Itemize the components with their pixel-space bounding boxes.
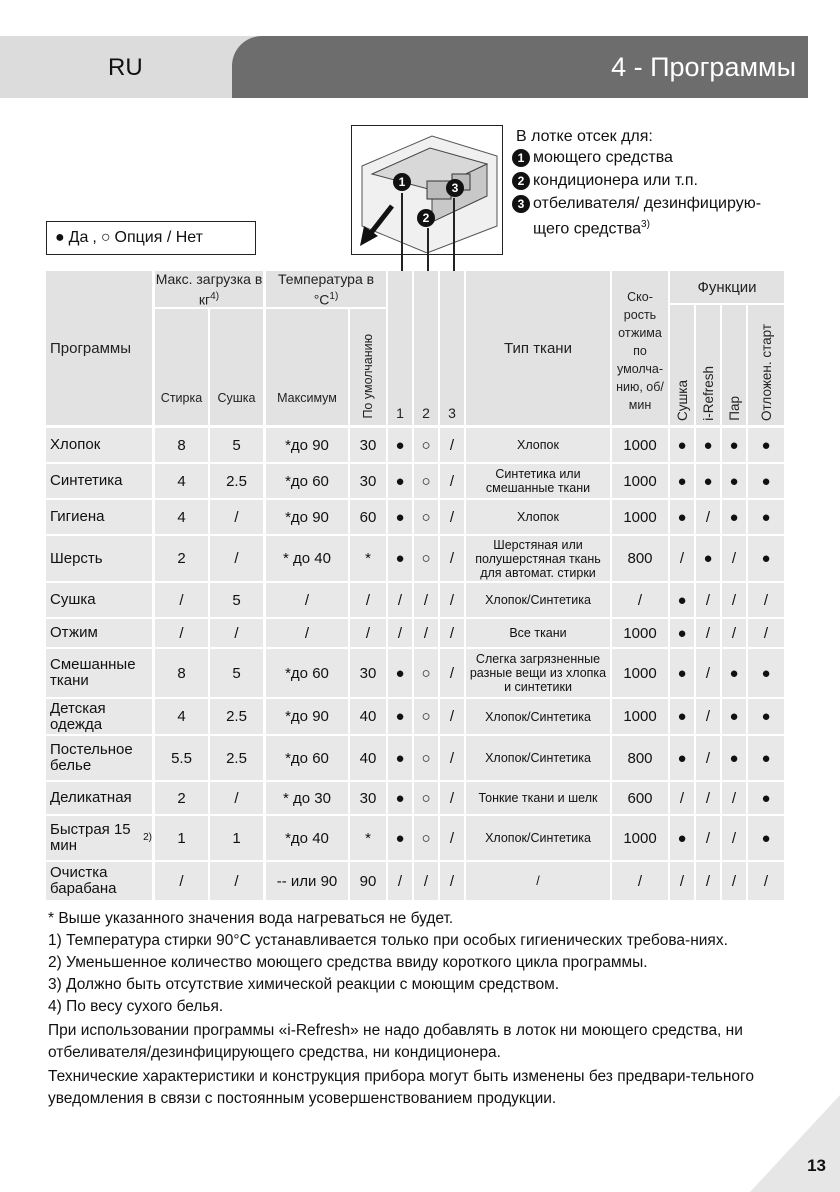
table-row [46,782,784,814]
cell-c2: ○ [421,708,431,725]
note-disclaimer: Технические характеристики и конструкция прибора могут быть изменены без предвари-тельного уведомления в связи с постоянным усовершенствованием продукции. [48,1068,754,1107]
cell-wash: 5.5 [171,749,192,767]
number-1-icon: 1 [512,149,530,167]
number-2-icon: 2 [512,172,530,190]
table-row [46,816,784,860]
header-temp-default [350,309,386,425]
cell-max: * до 40 [283,550,331,567]
cell-max: *до 40 [285,829,329,847]
cell-dry: 2.5 [226,472,247,490]
cell-c3: / [449,664,455,682]
cell-f2: / [705,508,711,526]
svg-text:2: 2 [422,211,430,225]
table-row [46,500,784,534]
cell-dry: 5 [232,591,241,609]
table-row [46,736,784,780]
program-name: Гигиена [50,508,105,525]
page-corner [750,1095,840,1192]
footnotes [48,908,788,1110]
cell-f4: ● [761,664,771,682]
cell-f4: ● [761,829,771,847]
cell-fabric: / [536,874,540,888]
program-name: Шерсть [50,549,103,567]
cell-c2: ○ [421,550,431,567]
cell-def: 40 [359,708,377,725]
cell-f4: ● [761,508,771,526]
header-compartment-c1: 1 [388,271,412,425]
yes-symbol: ● [55,229,65,246]
cell-f1: ● [677,624,687,642]
header-temperature [266,271,386,307]
header-function-delay [748,305,784,425]
cell-def: 40 [359,749,377,767]
table-row [46,464,784,498]
cell-def: * [365,829,371,847]
cell-name [46,699,152,734]
cell-c1: ● [395,436,405,454]
cell-f2: ● [703,472,713,490]
cell-max: -- или 90 [276,872,338,890]
cell-spin: 1000 [623,624,657,642]
cell-c1: ● [395,664,405,682]
cell-spin: 1000 [623,708,657,725]
cell-fabric: Синтетика или смешанные ткани [485,467,591,495]
cell-c2: ○ [421,436,431,454]
header-dry: Сушка [210,309,263,425]
svg-text:1: 1 [398,175,406,189]
cell-fabric: Все ткани [509,626,567,640]
cell-f1: / [679,550,685,567]
cell-max: *до 90 [285,508,329,526]
dispenser-item-text: отбеливателя/ дезинфицирую-щего средства [533,195,762,238]
cell-name [46,500,152,534]
cell-c1: ● [395,550,405,567]
program-name: Синтетика [50,472,123,489]
cell-f1: / [679,789,685,807]
cell-f4: ● [761,550,771,567]
cell-max: *до 60 [285,749,329,767]
cell-f4: ● [761,436,771,454]
cell-dry: / [234,872,239,890]
cell-name [46,619,152,647]
cell-wash: 2 [177,789,186,807]
note-asterisk: * Выше указанного значения вода нагреваться не будет. [48,910,454,927]
cell-fabric: Хлопок/Синтетика [485,593,591,607]
cell-f2: / [705,829,711,847]
cell-fabric: Хлопок [517,510,559,524]
table-row [46,649,784,697]
program-name: Отжим [50,624,98,641]
cell-f1: ● [677,708,687,725]
cell-wash: / [179,591,184,609]
cell-def: / [365,624,371,642]
legend-box [46,221,256,255]
cell-wash: 8 [177,436,186,454]
table-row [46,862,784,900]
cell-c2: ○ [421,749,431,767]
cell-c3: / [449,789,455,807]
program-name: Постельное белье [50,741,133,774]
header-functions: Функции [670,271,784,303]
cell-dry: / [234,508,239,526]
svg-text:3: 3 [451,181,459,195]
cell-c3: / [449,829,455,847]
cell-spin: 600 [627,789,653,807]
cell-wash: 4 [177,472,186,490]
cell-c3: / [449,436,455,454]
cell-f2: ● [703,550,713,567]
cell-f1: ● [677,829,687,847]
cell-name [46,536,152,581]
program-name: Деликатная [50,789,132,806]
header-max-load [155,271,263,307]
cell-wash: 8 [177,664,186,682]
header-compartment-c2: 2 [414,271,438,425]
table-row [46,619,784,647]
cell-dry: 1 [232,829,241,847]
footnote-ref: 4) [210,291,220,302]
table-row [46,583,784,617]
note-1: 1) Температура стирки 90°С устанавливается только при особых гигиенических требова-ниях. [48,932,728,949]
cell-wash: 4 [177,708,186,725]
program-name: Сушка [50,591,96,608]
cell-f2: / [705,749,711,767]
cell-f4: / [763,872,769,890]
page-title: 4 - Программы [611,52,796,82]
footnote-ref: 3) [641,219,650,230]
cell-f2: / [705,624,711,642]
cell-f1: ● [677,664,687,682]
cell-spin: 1000 [623,664,657,682]
cell-f2: ● [703,436,713,454]
cell-f2: / [705,872,711,890]
cell-wash: 2 [177,550,186,567]
cell-f1: ● [677,749,687,767]
legend-separator: , [92,229,97,246]
header-program: Программы [46,271,152,425]
page-number: 13 [807,1156,826,1175]
cell-name [46,782,152,814]
table-row [46,536,784,581]
footnote-ref: 1) [329,291,339,302]
cell-f1: ● [677,508,687,526]
cell-fabric: Хлопок/Синтетика [485,709,591,724]
option-symbol: ○ [100,229,111,246]
dispenser-description [512,126,796,239]
cell-spin: 1000 [623,472,657,490]
table-row [46,428,784,462]
cell-max: *до 60 [285,472,329,490]
cell-f3: ● [729,708,739,725]
cell-c1: ● [395,472,405,490]
cell-f1: ● [677,591,687,609]
cell-c1: ● [395,789,405,807]
header-temperature-label: Температура в °С [277,271,375,308]
cell-f3: ● [729,664,739,682]
language-code: RU [108,54,143,81]
cell-f3: ● [729,472,739,490]
cell-c3: / [449,550,455,567]
cell-c3: / [449,749,455,767]
option-label: Опция / Нет [114,229,203,246]
program-name: Быстрая 15 мин [50,821,131,854]
cell-f2: / [705,591,711,609]
cell-max: / [304,624,310,642]
cell-name [46,583,152,617]
cell-c1: / [397,591,403,609]
dispenser-item-3 [512,193,796,239]
cell-max: *до 60 [285,664,329,682]
cell-fabric: Тонкие ткани и шелк [478,791,598,805]
cell-wash: / [179,624,184,642]
cell-f3: / [731,624,737,642]
cell-def: / [365,591,371,609]
cell-dry: 2.5 [226,708,247,725]
cell-def: 30 [359,436,377,454]
cell-spin: / [637,872,643,890]
cell-c2: ○ [421,829,431,847]
header-fabric: Тип ткани [466,271,610,425]
cell-def: 90 [359,872,377,890]
cell-f1: ● [677,436,687,454]
cell-def: 60 [359,508,377,526]
cell-spin: / [637,591,643,609]
cell-c3: / [449,591,455,609]
cell-f3: ● [729,749,739,767]
dispenser-item-text: кондиционера или т.п. [533,172,698,189]
cell-f1: / [679,872,685,890]
dispenser-item-2 [512,170,796,191]
header-function-dry [670,305,694,425]
program-name: Хлопок [50,436,101,453]
cell-c2: / [423,624,429,642]
cell-f4: ● [761,708,771,725]
cell-max: / [304,591,310,609]
cell-f1: ● [677,472,687,490]
cell-wash: / [179,872,184,890]
cell-c1: ● [395,829,405,847]
cell-name [46,816,152,860]
program-name: Очистка барабана [50,864,117,897]
cell-c1: ● [395,508,405,526]
header-function-label: Сушка [674,379,690,421]
cell-c2: / [423,591,429,609]
program-name: Детская одежда [50,699,106,733]
cell-dry: / [234,624,239,642]
dispenser-item-text: моющего средства [533,149,673,166]
cell-c3: / [449,708,455,725]
header-spin: Ско-рость отжима по умолча-нию, об/мин [612,271,668,425]
cell-def: 30 [359,472,377,490]
cell-f2: / [705,708,711,725]
cell-name [46,649,152,697]
note-4: 4) По весу сухого белья. [48,998,224,1015]
cell-dry: 2.5 [226,749,247,767]
cell-f3: ● [729,436,739,454]
cell-f3: / [731,550,737,567]
cell-c2: ○ [421,472,431,490]
cell-fabric: Слегка загрязненные разные вещи из хлопка и синтетики [469,652,607,694]
cell-f4: ● [761,789,771,807]
cell-c1: ● [395,749,405,767]
cell-f4: / [763,591,769,609]
cell-name [46,428,152,462]
cell-c2: ○ [421,508,431,526]
cell-f2: / [705,789,711,807]
header-temp-max: Максимум [266,309,348,425]
header-wash: Стирка [155,309,208,425]
cell-c1: / [397,872,403,890]
cell-fabric: Шерстяная или полушерстяная ткань для автомат. стирки [475,537,601,580]
number-3-icon: 3 [512,195,530,213]
cell-f3: / [731,829,737,847]
header-compartment-c3: 3 [440,271,464,425]
header-temp-default-label: По умолчанию [361,334,375,419]
cell-spin: 800 [627,550,653,567]
footnote-ref: 2) [143,832,152,843]
cell-wash: 1 [177,829,186,847]
cell-f2: / [705,664,711,682]
cell-max: * до 30 [283,789,331,807]
cell-max: *до 90 [285,708,329,725]
dispenser-item-1 [512,147,796,168]
cell-c3: / [449,472,455,490]
cell-fabric: Хлопок [517,438,559,452]
cell-dry: 5 [232,664,241,682]
cell-f3: / [731,789,737,807]
cell-def: 30 [359,664,377,682]
cell-def: 30 [359,789,377,807]
cell-def: * [365,550,371,567]
cell-c3: / [449,508,455,526]
note-refresh: При использовании программы «i-Refresh» не надо добавлять в лоток ни моющего средства, ни отбеливателя/дезинфицирующего средства, ни кондиционера. [48,1022,743,1061]
cell-name [46,464,152,498]
cell-fabric: Хлопок/Синтетика [485,751,591,765]
cell-spin: 1000 [623,436,657,454]
cell-c1: ● [395,708,405,725]
cell-spin: 1000 [623,508,657,526]
header-max-load-label: Макс. загрузка в кг [155,271,263,308]
cell-f3: / [731,591,737,609]
cell-c1: / [397,624,403,642]
cell-spin: 800 [627,749,653,767]
cell-max: *до 90 [285,436,329,454]
dispenser-intro: В лотке отсек для: [516,128,653,145]
cell-fabric: Хлопок/Синтетика [485,831,591,845]
cell-c2: / [423,872,429,890]
table-row [46,699,784,734]
cell-f4: ● [761,472,771,490]
header-function-label: i-Refresh [700,366,716,421]
cell-c3: / [449,872,455,890]
note-2: 2) Уменьшенное количество моющего средства ввиду короткого цикла программы. [48,954,648,971]
cell-dry: / [234,550,239,567]
note-3: 3) Должно быть отсутствие химической реакции с моющим средством. [48,976,560,993]
cell-dry: / [234,789,239,807]
cell-f3: / [731,872,737,890]
cell-name [46,862,152,900]
cell-wash: 4 [177,508,186,526]
header-function-steam [722,305,746,425]
cell-spin: 1000 [623,829,657,847]
cell-c3: / [449,624,455,642]
cell-f4: ● [761,749,771,767]
cell-f4: / [763,624,769,642]
cell-f3: ● [729,508,739,526]
cell-c2: ○ [421,789,431,807]
header-function-label: Пар [726,396,742,421]
program-name: Смешанные ткани [50,656,136,689]
cell-c2: ○ [421,664,431,682]
header-function-refresh [696,305,720,425]
yes-label: Да [68,229,89,246]
cell-dry: 5 [232,436,241,454]
header-function-label: Отложен. старт [758,324,774,421]
cell-name [46,736,152,780]
